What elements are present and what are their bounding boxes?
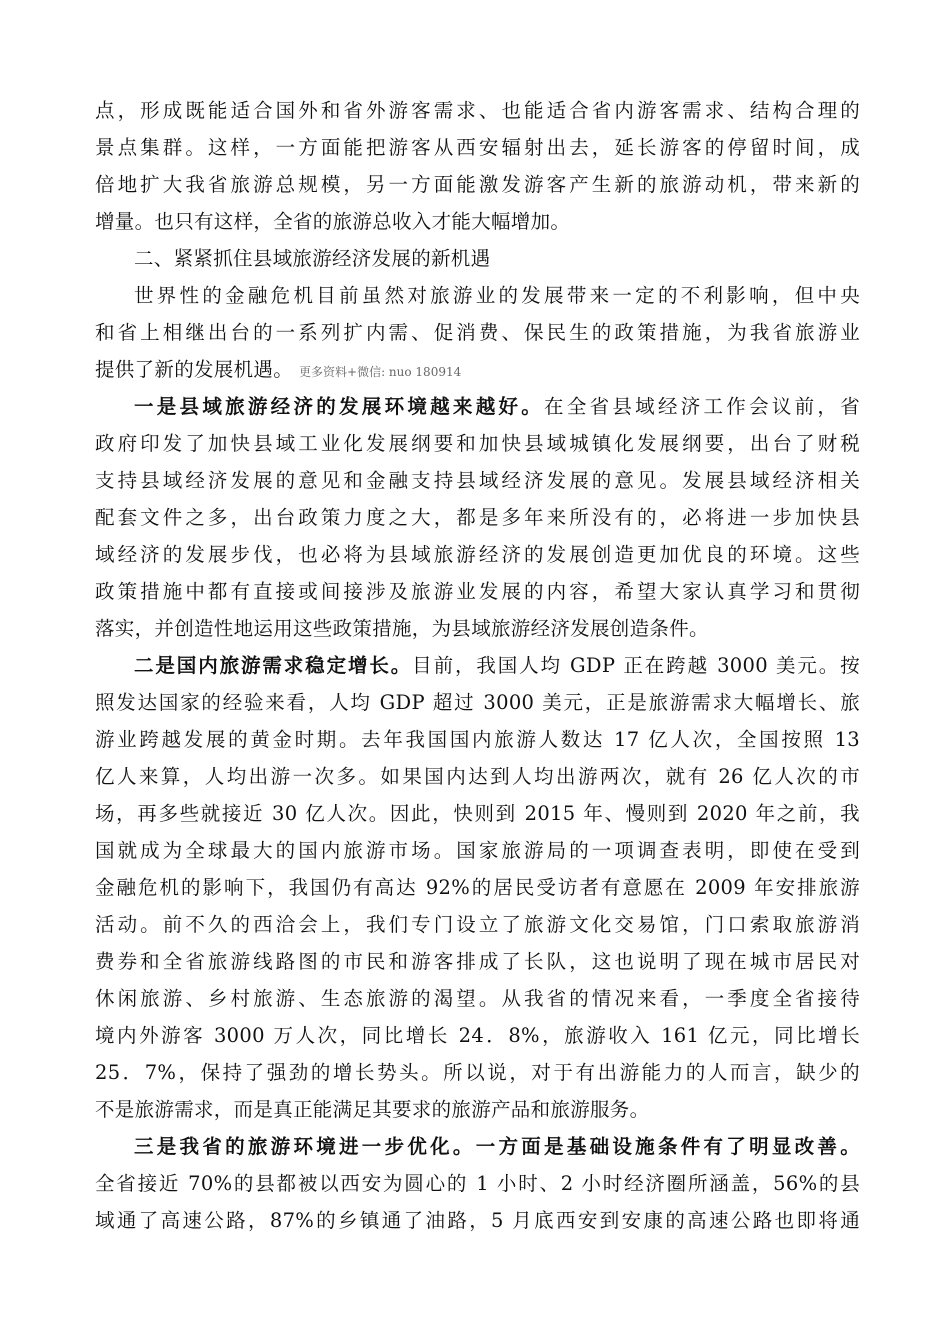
section-heading: 二、紧紧抓住县域旅游经济发展的新机遇 <box>134 247 491 270</box>
text-line: 休闲旅游、乡村旅游、生态旅游的渴望。从我省的情况来看，一季度全省接待 <box>95 987 860 1010</box>
point-heading: 一是县域旅游经济的发展环境越来越好。 <box>134 395 545 418</box>
text-line: 域通了高速公路，87%的乡镇通了油路，5 月底西安到安康的高速公路也即将通 <box>95 1209 860 1232</box>
text-line: 落实，并创造性地运用这些政策措施，为县域旅游经济发展创造条件。 <box>95 617 709 640</box>
text-line: 照发达国家的经验来看，人均 GDP 超过 3000 美元，正是旅游需求大幅增长、旅 <box>95 691 860 714</box>
point-heading: 三是我省的旅游环境进一步优化。一方面是基础设施条件有了明显改善。 <box>134 1135 860 1158</box>
text-line: 金融危机的影响下，我国仍有高达 92%的居民受访者有意愿在 2009 年安排旅游 <box>95 876 860 899</box>
text-line: 配套文件之多，出台政策力度之大，都是多年来所没有的，必将进一步加快县 <box>95 506 860 529</box>
text-line: 增量。也只有这样，全省的旅游总收入才能大幅增加。 <box>95 210 571 233</box>
text-line: 和省上相继出台的一系列扩内需、促消费、保民生的政策措施，为我省旅游业 <box>95 321 860 344</box>
text-line: 游业跨越发展的黄金时期。去年我国国内旅游人数达 17 亿人次，全国按照 13 <box>95 728 860 751</box>
text-line <box>95 351 860 388</box>
line-text: 目前，我国人均 GDP 正在跨越 3000 美元。按 <box>412 654 860 677</box>
text-line: 境内外游客 3000 万人次，同比增长 24．8%，旅游收入 161 亿元，同比增长 <box>95 1024 860 1047</box>
text-line <box>95 388 860 425</box>
text-line: 场，再多些就接近 30 亿人次。因此，快则到 2015 年、慢则到 2020 年之前，我 <box>95 802 860 825</box>
text-line: 国就成为全球最大的国内旅游市场。国家旅游局的一项调查表明，即使在受到 <box>95 839 860 862</box>
line-text: 提供了新的发展机遇。 <box>95 358 294 381</box>
text-line <box>95 1128 860 1165</box>
document-page <box>95 92 860 1239</box>
text-line: 25．7%，保持了强劲的增长势头。所以说，对于有出游能力的人而言，缺少的 <box>95 1061 860 1084</box>
text-line: 点，形成既能适合国外和省外游客需求、也能适合省内游客需求、结构合理的 <box>95 99 860 122</box>
text-line: 政府印发了加快县域工业化发展纲要和加快县域城镇化发展纲要，出台了财税 <box>95 432 860 455</box>
text-line: 亿人来算，人均出游一次多。如果国内达到人均出游两次，就有 26 亿人次的市 <box>95 765 860 788</box>
text-line: 活动。前不久的西洽会上，我们专门设立了旅游文化交易馆，门口索取旅游消 <box>95 913 860 936</box>
text-line: 景点集群。这样，一方面能把游客从西安辐射出去，延长游客的停留时间，成 <box>95 136 860 159</box>
text-line: 不是旅游需求，而是真正能满足其要求的旅游产品和旅游服务。 <box>95 1098 650 1121</box>
text-line: 支持县域经济发展的意见和金融支持县域经济发展的意见。发展县域经济相关 <box>95 469 860 492</box>
text-line: 政策措施中都有直接或间接涉及旅游业发展的内容，希望大家认真学习和贯彻 <box>95 580 860 603</box>
text-line: 世界性的金融危机目前虽然对旅游业的发展带来一定的不利影响，但中央 <box>134 284 860 307</box>
text-line: 费券和全省旅游线路图的市民和游客排成了长队，这也说明了现在城市居民对 <box>95 950 860 973</box>
line-text: 在全省县域经济工作会议前，省 <box>544 395 860 418</box>
text-line: 倍地扩大我省旅游总规模，另一方面能激发游客产生新的旅游动机，带来新的 <box>95 173 860 196</box>
contact-note: 更多资料+微信: nuo 180914 <box>299 365 462 379</box>
point-heading: 二是国内旅游需求稳定增长。 <box>134 654 413 677</box>
text-line: 域经济的发展步伐，也必将为县域旅游经济的发展创造更加优良的环境。这些 <box>95 543 860 566</box>
text-line: 全省接近 70%的县都被以西安为圆心的 1 小时、2 小时经济圈所涵盖，56%的县 <box>95 1172 860 1195</box>
text-line <box>95 647 860 684</box>
